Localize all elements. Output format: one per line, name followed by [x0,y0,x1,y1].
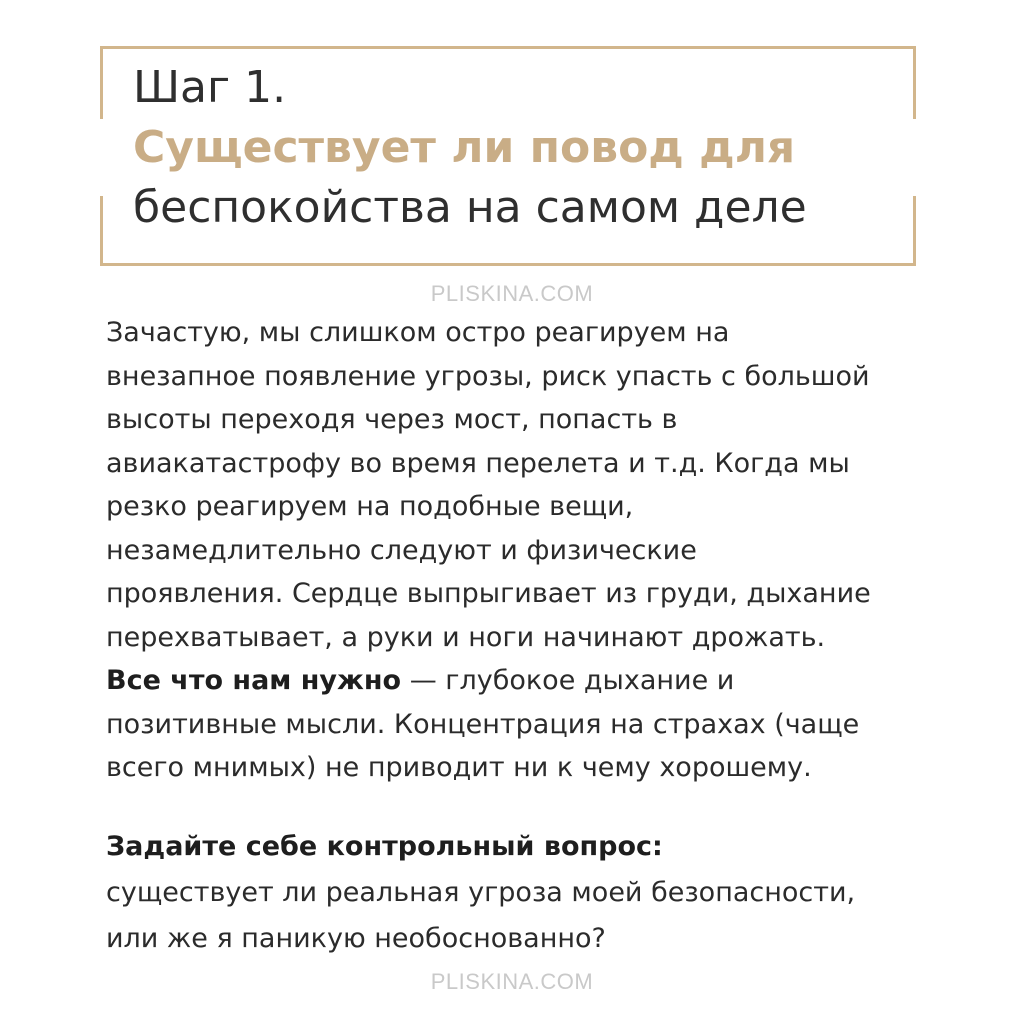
paragraph-line: Зачастую, мы слишком остро реагируем на [106,317,730,348]
frame-left-upper [100,46,103,119]
question-line: существует ли реальная угроза моей безопасности, [106,877,856,908]
title-block [133,58,807,238]
title-dark: беспокойства на самом деле [133,182,807,233]
frame-right-lower [913,196,916,266]
watermark-top: PLISKINA.COM [430,281,594,306]
question-line: или же я паникую необоснованно? [106,923,606,954]
watermark-bottom: PLISKINA.COM [430,969,594,994]
frame-top [100,46,916,49]
frame-bottom [100,263,916,266]
main-paragraph [106,311,966,790]
step-label: Шаг 1. [133,62,287,113]
lead-rest: — глубокое дыхание и [401,665,735,696]
bold-lead: Все что нам нужно [106,665,402,696]
paragraph-line: всего мнимых) не приводит ни к чему хорошему. [106,752,812,783]
question-heading: Задайте себе контрольный вопрос: [106,831,663,862]
paragraph-line: высоты переходя через мост, попасть в [106,404,678,435]
question-block [106,824,966,962]
paragraph-line: внезапное появление угрозы, риск упасть с большой [106,360,870,392]
frame-right-upper [913,46,916,119]
paragraph-line: позитивные мысли. Концентрация на страхах (чаще [106,708,860,740]
paragraph-lead-line [106,659,966,703]
frame-left-lower [100,196,103,266]
paragraph-line: авиакатастрофу во время перелета и т.д. Когда мы [106,447,850,479]
paragraph-line: проявления. Сердце выпрыгивает из груди, дыхание [106,578,871,609]
title-accent: Существует ли повод для [133,122,796,173]
paragraph-line: перехватывает, а руки и ноги начинают дрожать. [106,621,826,653]
paragraph-line: резко реагируем на подобные вещи, [106,491,634,522]
paragraph-line: незамедлительно следуют и физические [106,534,697,566]
